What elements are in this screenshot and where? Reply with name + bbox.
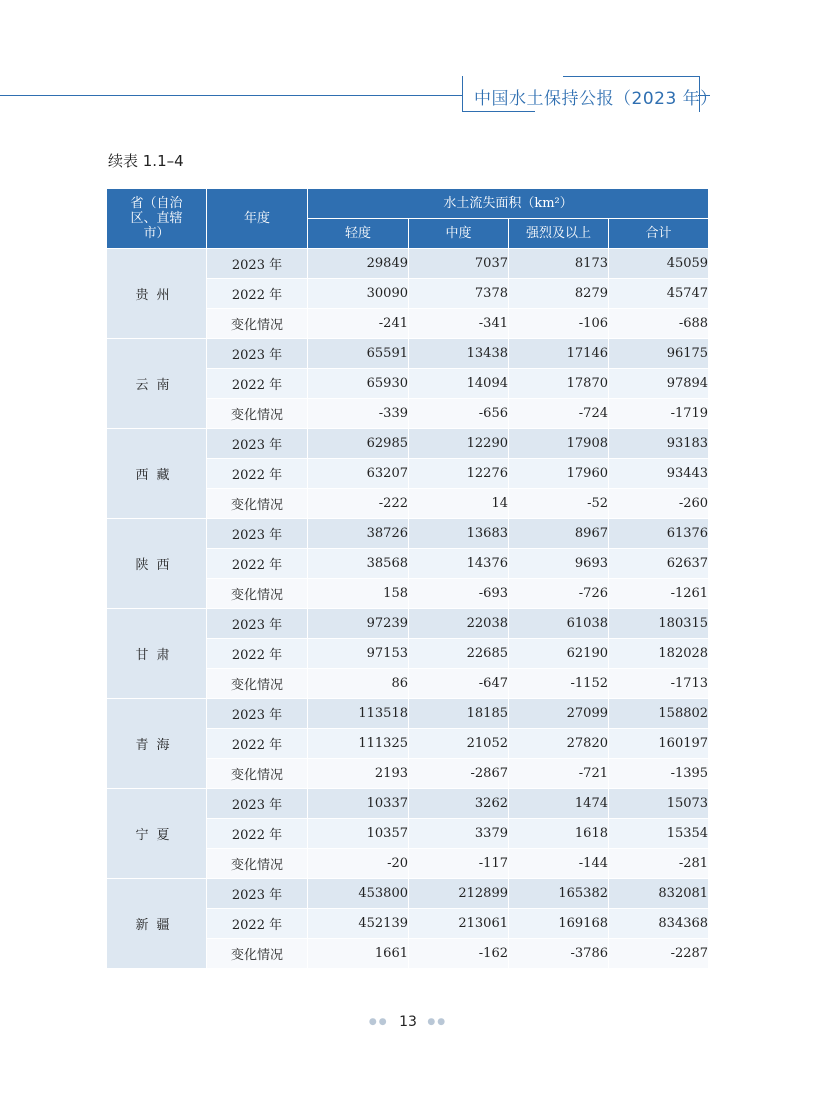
province-cell: 贵州 <box>107 249 207 339</box>
value-cell: 15354 <box>609 819 709 849</box>
value-cell: 27820 <box>509 729 609 759</box>
value-cell: -1152 <box>509 669 609 699</box>
value-cell: -144 <box>509 849 609 879</box>
value-cell: 97153 <box>308 639 409 669</box>
value-cell: 62985 <box>308 429 409 459</box>
year-cell: 变化情况 <box>207 489 308 519</box>
value-cell: 62190 <box>509 639 609 669</box>
table-row <box>107 609 709 639</box>
value-cell: 17870 <box>509 369 609 399</box>
column-header-province: 省（自治区、直辖市） <box>107 189 207 249</box>
year-cell: 变化情况 <box>207 309 308 339</box>
value-cell: 97894 <box>609 369 709 399</box>
page-number: 13 <box>399 1014 417 1030</box>
year-cell: 变化情况 <box>207 939 308 969</box>
value-cell: -647 <box>409 669 509 699</box>
subcolumn-header: 中度 <box>409 219 509 249</box>
value-cell: -693 <box>409 579 509 609</box>
value-cell: 22685 <box>409 639 509 669</box>
value-cell: 213061 <box>409 909 509 939</box>
value-cell: 10337 <box>308 789 409 819</box>
value-cell: -1713 <box>609 669 709 699</box>
value-cell: -3786 <box>509 939 609 969</box>
table-row <box>107 429 709 459</box>
value-cell: 13438 <box>409 339 509 369</box>
value-cell: -688 <box>609 309 709 339</box>
year-cell: 2022 年 <box>207 459 308 489</box>
value-cell: 3262 <box>409 789 509 819</box>
value-cell: 63207 <box>308 459 409 489</box>
year-cell: 2022 年 <box>207 819 308 849</box>
value-cell: -721 <box>509 759 609 789</box>
value-cell: 834368 <box>609 909 709 939</box>
value-cell: -52 <box>509 489 609 519</box>
value-cell: 8967 <box>509 519 609 549</box>
value-cell: 13683 <box>409 519 509 549</box>
value-cell: 14 <box>409 489 509 519</box>
value-cell: 453800 <box>308 879 409 909</box>
value-cell: 158 <box>308 579 409 609</box>
year-cell: 变化情况 <box>207 849 308 879</box>
year-cell: 2023 年 <box>207 609 308 639</box>
value-cell: 29849 <box>308 249 409 279</box>
province-cell: 陕西 <box>107 519 207 609</box>
value-cell: 182028 <box>609 639 709 669</box>
value-cell: 169168 <box>509 909 609 939</box>
value-cell: 17146 <box>509 339 609 369</box>
value-cell: 27099 <box>509 699 609 729</box>
province-cell: 西藏 <box>107 429 207 519</box>
year-cell: 2023 年 <box>207 339 308 369</box>
value-cell: 62637 <box>609 549 709 579</box>
year-cell: 2023 年 <box>207 429 308 459</box>
value-cell: 9693 <box>509 549 609 579</box>
year-cell: 2023 年 <box>207 519 308 549</box>
value-cell: 7037 <box>409 249 509 279</box>
year-cell: 变化情况 <box>207 759 308 789</box>
year-cell: 2022 年 <box>207 279 308 309</box>
subcolumn-header: 轻度 <box>308 219 409 249</box>
value-cell: 12290 <box>409 429 509 459</box>
value-cell: 30090 <box>308 279 409 309</box>
value-cell: -2867 <box>409 759 509 789</box>
table-row <box>107 879 709 909</box>
province-cell: 云南 <box>107 339 207 429</box>
value-cell: 22038 <box>409 609 509 639</box>
year-cell: 2022 年 <box>207 639 308 669</box>
value-cell: 3379 <box>409 819 509 849</box>
year-cell: 2022 年 <box>207 369 308 399</box>
province-cell: 新疆 <box>107 879 207 969</box>
value-cell: 93183 <box>609 429 709 459</box>
value-cell: 10357 <box>308 819 409 849</box>
value-cell: -222 <box>308 489 409 519</box>
value-cell: 1474 <box>509 789 609 819</box>
value-cell: -726 <box>509 579 609 609</box>
value-cell: 45059 <box>609 249 709 279</box>
value-cell: 45747 <box>609 279 709 309</box>
value-cell: 165382 <box>509 879 609 909</box>
value-cell: -339 <box>308 399 409 429</box>
value-cell: -281 <box>609 849 709 879</box>
value-cell: 96175 <box>609 339 709 369</box>
value-cell: 21052 <box>409 729 509 759</box>
value-cell: -162 <box>409 939 509 969</box>
footer-dots-right: ●● <box>427 1017 448 1027</box>
year-cell: 2023 年 <box>207 789 308 819</box>
value-cell: 8279 <box>509 279 609 309</box>
value-cell: 38726 <box>308 519 409 549</box>
value-cell: -241 <box>308 309 409 339</box>
value-cell: -724 <box>509 399 609 429</box>
table-row <box>107 339 709 369</box>
value-cell: 97239 <box>308 609 409 639</box>
value-cell: 14094 <box>409 369 509 399</box>
value-cell: 8173 <box>509 249 609 279</box>
year-cell: 2023 年 <box>207 699 308 729</box>
table-row <box>107 699 709 729</box>
year-cell: 变化情况 <box>207 579 308 609</box>
value-cell: -2287 <box>609 939 709 969</box>
page-footer <box>0 1014 816 1030</box>
value-cell: 1661 <box>308 939 409 969</box>
year-cell: 2023 年 <box>207 249 308 279</box>
value-cell: 111325 <box>308 729 409 759</box>
value-cell: -260 <box>609 489 709 519</box>
value-cell: -1261 <box>609 579 709 609</box>
value-cell: 17960 <box>509 459 609 489</box>
province-cell: 青海 <box>107 699 207 789</box>
running-header-title: 中国水土保持公报（2023 年） <box>474 89 718 109</box>
value-cell: 86 <box>308 669 409 699</box>
value-cell: -656 <box>409 399 509 429</box>
value-cell: 832081 <box>609 879 709 909</box>
footer-dots-left: ●● <box>368 1017 389 1027</box>
value-cell: 61038 <box>509 609 609 639</box>
year-cell: 变化情况 <box>207 669 308 699</box>
table-caption: 续表 1.1–4 <box>108 152 184 170</box>
subcolumn-header: 强烈及以上 <box>509 219 609 249</box>
value-cell: -117 <box>409 849 509 879</box>
value-cell: 15073 <box>609 789 709 819</box>
value-cell: -1395 <box>609 759 709 789</box>
value-cell: 65930 <box>308 369 409 399</box>
value-cell: 17908 <box>509 429 609 459</box>
value-cell: 212899 <box>409 879 509 909</box>
year-cell: 2022 年 <box>207 729 308 759</box>
value-cell: 7378 <box>409 279 509 309</box>
value-cell: 14376 <box>409 549 509 579</box>
value-cell: -1719 <box>609 399 709 429</box>
value-cell: 93443 <box>609 459 709 489</box>
year-cell: 2023 年 <box>207 879 308 909</box>
value-cell: 12276 <box>409 459 509 489</box>
soil-erosion-table <box>106 188 709 969</box>
value-cell: 1618 <box>509 819 609 849</box>
table-row <box>107 789 709 819</box>
value-cell: -106 <box>509 309 609 339</box>
value-cell: 452139 <box>308 909 409 939</box>
year-cell: 2022 年 <box>207 909 308 939</box>
value-cell: 158802 <box>609 699 709 729</box>
value-cell: -341 <box>409 309 509 339</box>
year-cell: 变化情况 <box>207 399 308 429</box>
value-cell: 61376 <box>609 519 709 549</box>
subcolumn-header: 合计 <box>609 219 709 249</box>
table-row <box>107 519 709 549</box>
table-row <box>107 249 709 279</box>
column-header-year: 年度 <box>207 189 308 249</box>
value-cell: 160197 <box>609 729 709 759</box>
province-cell: 甘肃 <box>107 609 207 699</box>
header-rule <box>0 95 462 96</box>
value-cell: -20 <box>308 849 409 879</box>
value-cell: 65591 <box>308 339 409 369</box>
year-cell: 2022 年 <box>207 549 308 579</box>
value-cell: 38568 <box>308 549 409 579</box>
column-group-header: 水土流失面积（km²） <box>308 189 709 219</box>
value-cell: 180315 <box>609 609 709 639</box>
value-cell: 113518 <box>308 699 409 729</box>
province-cell: 宁夏 <box>107 789 207 879</box>
value-cell: 2193 <box>308 759 409 789</box>
value-cell: 18185 <box>409 699 509 729</box>
